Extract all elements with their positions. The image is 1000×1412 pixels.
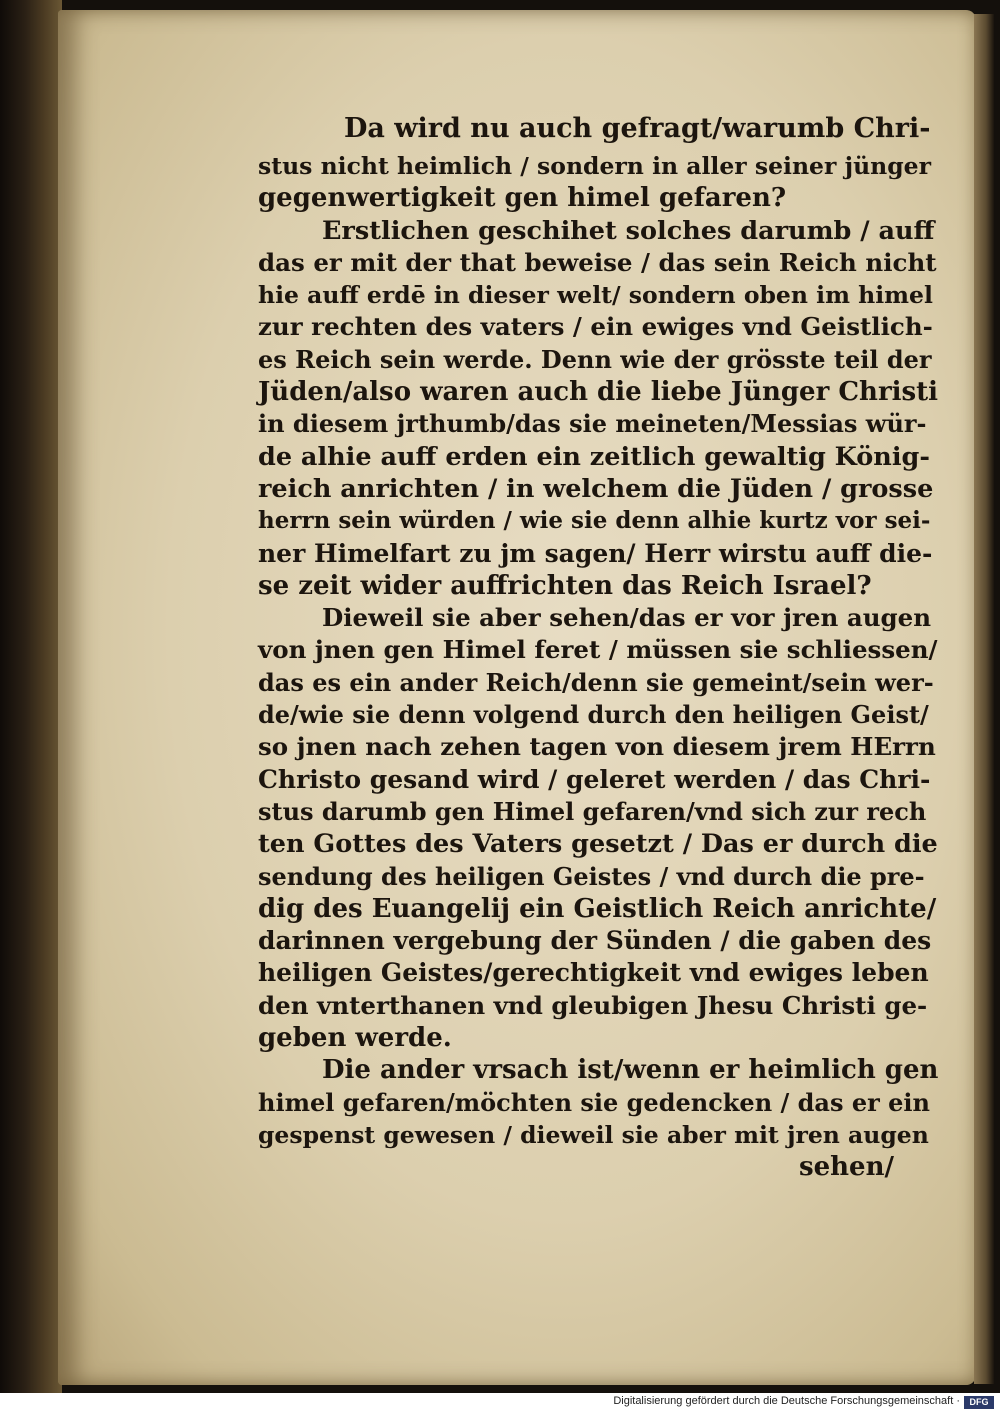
text-line: das er mit der that beweise / das sein Reich nicht (258, 247, 937, 277)
funding-credit: Digitalisierung gefördert durch die Deutsche Forschungsgemeinschaft · (613, 1395, 960, 1407)
text-line: es Reich sein werde. Denn wie der grösste teil der (258, 344, 932, 374)
text-line: Die ander vrsach ist/wenn er heimlich gen (322, 1055, 939, 1086)
body-text (258, 108, 938, 1184)
catchword: sehen/ (798, 1152, 894, 1183)
text-line: Da wird nu auch gefragt/warumb Chri- (344, 113, 931, 144)
text-line: das es ein ander Reich/denn sie gemeint/sein wer- (258, 667, 934, 697)
page-edge (974, 14, 994, 1384)
text-line: gespenst gewesen / dieweil sie aber mit jren augen (258, 1120, 929, 1149)
footer-bar (0, 1393, 1000, 1412)
text-line: reich anrichten / in welchem die Jüden / grosse (258, 473, 934, 504)
text-line: himel gefaren/möchten sie gedencken / das er ein (258, 1087, 930, 1117)
text-line: zur rechten des vaters / ein ewiges vnd Geistlich- (258, 312, 933, 342)
text-line: geben werde. (258, 1023, 452, 1054)
text-line: Dieweil sie aber sehen/das er vor jren augen (322, 603, 932, 633)
text-line: sendung des heiligen Geistes / vnd durch die pre- (258, 861, 925, 891)
text-line: darinnen vergebung der Sünden / die gaben des (258, 926, 932, 956)
text-line: de alhie auff erden ein zeitlich gewaltig König- (258, 441, 930, 472)
text-line: ten Gottes des Vaters gesetzt / Das er durch die (258, 829, 938, 860)
text-line: stus darumb gen Himel gefaren/vnd sich zur rech (258, 796, 927, 826)
text-line: de/wie sie denn volgend durch den heiligen Geist/ (258, 700, 929, 730)
text-line: herrn sein würden / wie sie denn alhie kurtz vor sei- (258, 507, 931, 535)
text-line: heiligen Geistes/gerechtigkeit vnd ewiges leben (258, 958, 929, 988)
text-line: Jüden/also waren auch die liebe Jünger Christi (258, 377, 939, 408)
text-line: so jnen nach zehen tagen von diesem jrem HErrn (258, 732, 936, 762)
text-line: hie auff erdē in dieser welt/ sondern oben im himel (258, 281, 933, 310)
text-line: Erstlichen geschihet solches darumb / auff (322, 215, 935, 246)
text-line: den vnterthanen vnd gleubigen Jhesu Christi ge- (258, 990, 928, 1020)
dfg-logo: DFG (964, 1396, 994, 1409)
text-line: dig des Euangelij ein Geistlich Reich anrichte/ (258, 893, 937, 924)
text-line: von jnen gen Himel feret / müssen sie schliessen/ (258, 635, 938, 665)
text-line: in diesem jrthumb/das sie meineten/Messias wür- (258, 409, 927, 439)
book-binding (0, 0, 62, 1393)
text-line: Christo gesand wird / geleret werden / das Chri- (258, 764, 931, 794)
text-line: ner Himelfart zu jm sagen/ Herr wirstu auff die- (258, 538, 933, 568)
text-line: gegenwertigkeit gen himel gefaren? (258, 183, 787, 214)
text-line: se zeit wider auffrichten das Reich Israel? (258, 570, 872, 601)
text-line: stus nicht heimlich / sondern in aller seiner jünger (258, 152, 932, 180)
